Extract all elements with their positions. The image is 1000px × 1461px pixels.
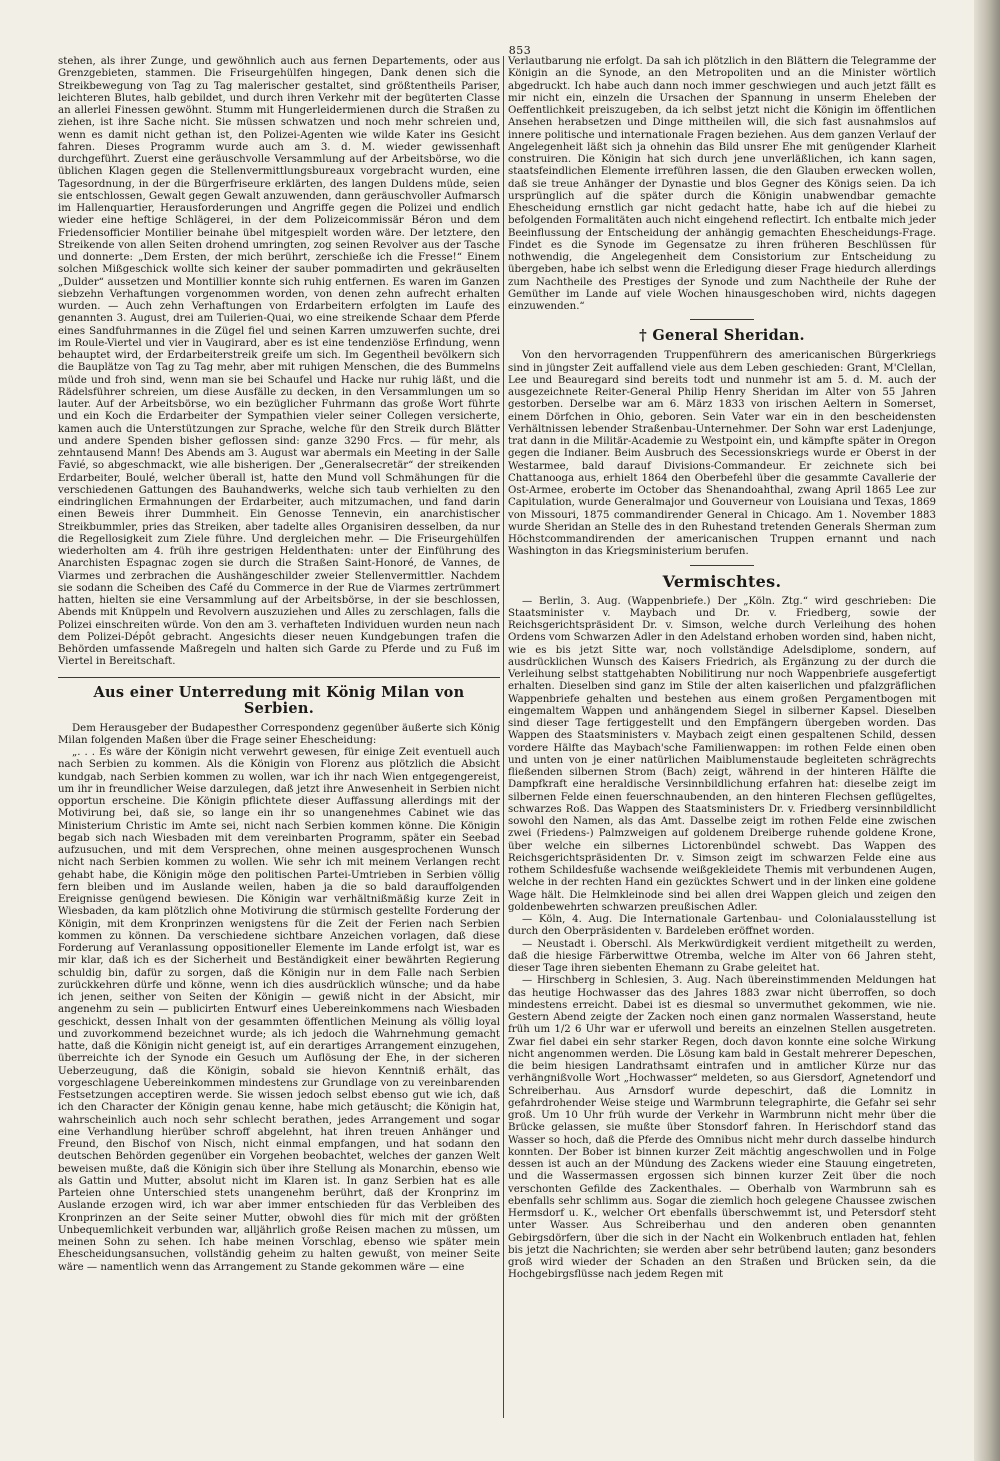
news-item-hirschberg: — Hirschberg in Schlesien, 3. Aug. Nach übereinstimmenden Meldungen hat das heutige Hochwasser das des Jahres 1883 zwar nicht überroffen, so doch mindestens erreicht. Dabei ist es diesmal so unvermuthet gekommen, wie nie. Gestern Abend zeigte der Zacken noch einen ganz normalen Wasserstand, heute früh um 1/2 6 Uhr war er uferwoll und bereits an einzelnen Stellen ausgetreten. Zwar fiel dabei ein sehr starker Regen, doch davon konnte eine solche Wirkung nicht angenommen werden. Die Lösung kam bald in Gestalt mehrerer Depeschen, die beim hiesigen Landrathsamt eintrafen und in amtlicher Kürze nur das verhängnißvolle Wort „Hochwasser“ meldeten, so aus Giersdorf, Agnetendorf und Schreiberhau. Aus Arnsdorf wurde depeschirt, daß die Lomnitz in gefahrdrohender Weise steige und Warmbrunn telegraphirte, die Gefahr sei sehr groß. Um 10 Uhr früh wurde der Verkehr in Warmbrunn nicht mehr über die Brücke gelassen, sie mußte über Stonsdorf fahren. In Herischdorf stand das Wasser so hoch, daß die Pferde des Omnibus nicht mehr durch dasselbe hindurch konnten. Der Bober ist binnen kurzer Zeit mächtig angeschwollen und in Folge dessen ist auch an der Mündung des Zackens wieder eine Stauung eingetreten, und die Wassermassen ergossen sich binnen kurzer Zeit über die noch verschonten Gefilde des Zackenthales. — Oberhalb von Warmbrunn sah es ebenfalls sehr schlimm aus. Sogar die ziemlich hoch gelegene Chaussee zwischen Hermsdorf u. K., welcher Ort ebenfalls überschwemmt ist, und Petersdorf steht unter Wasser. Aus Schreiberhau und den anderen oben genannten Gebirgsdörfern, über die sich in der Nacht ein Wolkenbruch entladen hat, fehlen bis jetzt die Nachrichten; sie werden aber sehr betrübend lauten; ganz besonders groß wird wieder der Schaden an den Straßen und Brücken sein, da die Hochgebirgsflüsse nach jedem Regen mit (508, 975, 936, 1281)
news-item-koeln: — Köln, 4. Aug. Die Internationale Gartenbau- und Colonialausstellung ist durch den Oberpräsidenten v. Bardeleben eröffnet worden. (508, 914, 936, 938)
section-heading-vermischtes: Vermischtes. (662, 571, 782, 591)
column-divider (503, 56, 504, 1418)
milan-quote-paragraph: „. . . Es wäre der Königin nicht verwehrt gewesen, für einige Zeit eventuell auch nach Serbien zu kommen. Als die Königin von Florenz aus plötzlich die Absicht kundgab, nach Serbien kommen zu wollen, war ich ihr nach Wien entgegengereist, um ihr in freundlicher Weise darzulegen, daß jetzt ihre Anwesenheit in Serbien nicht opportun erscheine. Die Königin pflichtete dieser Auffassung allerdings mit der Motivirung bei, daß sie, so lange ein ihr so unangenehmes Cabinet wie das Ministerium Christic im Amte sei, nicht nach Serbien kommen könne. Die Königin begab sich nach Wiesbaden mit dem vereinbarten Programm, später ein Seebad aufzusuchen, und mit dem Versprechen, ohne meinen ausgesprochenen Wunsch nicht nach Serbien kommen zu wollen. Wie sehr ich mit meinem Verlangen recht gehabt habe, die Königin möge den politischen Partei-Umtrieben in Serbien völlig fern bleiben und im Auslande weilen, haben ja die so bald darauffolgenden Ereignisse genügend bewiesen. Die Königin war verhältnißmäßig kurze Zeit in Wiesbaden, da kam plötzlich ohne Motivirung die stürmisch gestellte Forderung der Königin, mit dem Kronprinzen wenigstens für die Zeit der Ferien nach Serbien kommen zu können. Da verschiedene sichtbare Anzeichen vorlagen, daß diese Forderung auf Veranlassung oppositioneller Elemente im Lande erfolgt ist, war es mir klar, daß ich es der Sicherheit und Beständigkeit einer bewährten Regierung schuldig bin, dafür zu sorgen, daß die Königin nur in dem Falle nach Serbien zurückkehren dürfe und könne, wenn ich dies ausdrücklich wünsche; und da habe ich jenen, seither von Seiten der Königin — gewiß nicht in der Absicht, mir angenehm zu sein — publicirten Entwurf eines Uebereinkommens nach Wiesbaden geschickt, dessen Inhalt von der gesammten öffentlichen Meinung als völlig loyal und zuvorkommend bezeichnet wurde; als ich jedoch die Wahrnehmung gemacht hatte, daß die Königin nicht geneigt ist, auf ein derartiges Arrangement einzugehen, überreichte ich der Synode ein Gesuch um Auflösung der Ehe, in der sicheren Ueberzeugung, daß die Königin, sobald sie hievon Kenntniß erhält, das vorgeschlagene Uebereinkommen mindestens zur Grundlage von zu vereinbarenden Festsetzungen acceptiren werde. Sie wissen jedoch selbst ebenso gut wie ich, daß ich den Character der Königin genau kenne, habe mich getäuscht; die Königin hat, wahrscheinlich auch noch sehr schlecht berathen, jedes Arrangement und sogar eine Verhandlung hierüber schroff abgelehnt, hat ihren treuen Anhänger und Freund, den Bischof von Nisch, nicht einmal empfangen, und hat sodann den deutschen Behörden gegenüber ein Vorgehen beobachtet, welches der ganzen Welt beweisen mußte, daß die Königin sich über ihre Stellung als Monarchin, ebenso wie als Gattin und Mutter, absolut nicht im Klaren ist. In ganz Serbien hat es alle Parteien ohne Unterschied stets unangenehm berührt, daß der Kronprinz im Auslande erzogen wird, ich war aber immer entschieden für das Verbleiben des Kronprinzen an der Seite seiner Mutter, obwohl dies für mich mit der größten Unbequemlichkeit verbunden war, alljährlich große Reisen machen zu müssen, um meinen Sohn zu sehen. Ich habe meinen Vorschlag, ebenso wie später mein Ehescheidungsansuchen, vollständig geheim zu halten gewußt, von meiner Seite wäre — namentlich wenn das Arrangement zu Stande gekommen wäre — eine (58, 747, 500, 1273)
strike-report-paragraph: stehen, als ihrer Zunge, und gewöhnlich auch aus fernen Departements, oder aus Grenzgebieten, stammen. Die Friseurgehülfen hingegen, Dank denen sich die Streikbewegung von Tag zu Tag malerischer gestaltet, sind größtentheils Pariser, leichteren Blutes, halb gebildet, und durch ihren Verkehr mit der begüterten Classe an allerlei Finessen gewöhnt. Stumm mit Hungerleidermienen durch die Straßen zu ziehen, ist ihre Sache nicht. Sie müssen schwatzen und noch mehr schreien und, wenn es damit nicht gethan ist, den Polizei-Agenten wie wilde Kater ins Gesicht fahren. Dieses Programm wurde auch am 3. d. M. wieder gewissenhaft durchgeführt. Zuerst eine geräuschvolle Versammlung auf der Arbeitsbörse, wo die üblichen Klagen gegen die Stellenvermittlungsbureaux vorgebracht wurden, eine Tagesordnung, in der die Bürgerfriseure erklärten, des langen Duldens müde, seien sie entschlossen, Gewalt gegen Gewalt anzuwenden, dann geräuschvoller Aufmarsch im Hallenquartier, Herausforderungen und Angriffe gegen die Polizei und endlich wieder eine heftige Schlägerei, in der dem Polizeicommissär Béron und dem Friedensofficier Montilier beinahe übel mitgespielt worden wäre. Der letztere, den Streikende von allen Seiten drohend umringten, zog seinen Revolver aus der Tasche und donnerte: „Dem Ersten, der mich berührt, zerschieße ich die Fresse!“ Einem solchen Mißgeschick wollte sich keiner der sauber pommadirten und gekräuselten „Dulder“ aussetzen und Montillier konnte sich ruhig entfernen. Es waren im Ganzen siebzehn Verhaftungen vorgenommen worden, von denen zehn aufrecht erhalten wurden. — Auch zehn Verhaftungen von Erdarbeitern erfolgten im Laufe des genannten 3. August, drei am Tuilerien-Quai, wo eine streikende Schaar dem Pferde eines Sandfuhrmannes in die Zügel fiel und seinen Karren umzuwerfen suchte, drei im Roule-Viertel und vier in Vaugirard, aber es ist eine tendenziöse Erfindung, wenn behauptet wird, der Erdarbeiterstreik greife um sich. Im Gegentheil bevölkern sich die Bauplätze von Tag zu Tag mehr, aber mit ruhigen Menschen, die des Bummelns müde und froh sind, wenn man sie bei Schaufel und Hacke nur ruhig läßt, und die Rädelsführer schreien, um diese Ausfälle zu decken, in den Versammlungen um so lauter. Auf der Arbeitsbörse, wo ein bezüglicher Fuhrmann das große Wort führte und ein Koch die Erdarbeiter der Sympathien vieler seiner Collegen versicherte, kamen auch die Unterstützungen zur Sprache, welche für den Streik durch Blätter und andere Spenden bisher geflossen sind: ganze 3290 Frcs. — für mehr, als zehntausend Mann! Des Abends am 3. August war abermals ein Meeting in der Salle Favié, so abgeschmackt, wie alle bisherigen. Der „Generalsecretär“ der streikenden Erdarbeiter, Boulé, welcher überall ist, hatte den Mund voll Schmähungen für die verschiedenen Gattungen des Bauhandwerks, welche sich taub verhielten zu den eindringlichen Ermahnungen der Erdarbeiter, auch mitzumachen, und fand darin einen Beweis ihrer Dummheit. Ein Genosse Tennevin, ein anarchistischer Streikbummler, pries das Streiken, aber tadelte alles Organisiren desselben, da nur die Regellosigkeit zum Ziele führe. Und dergleichen mehr. — Die Friseurgehülfen wiederholten am 4. früh ihre gestrigen Heldenthaten: unter der Einführung des Anarchisten Espagnac zogen sie durch die Straßen Saint-Honoré, de Vannes, de Viarmes und zerbrachen die Aushängeschilder zweier Stellenvermittler. Nachdem sie sodann die Scheiben des Café du Commerce in der Rue de Viarmes zertrümmert hatten, hielten sie eine Versammlung auf der Arbeitsbörse, in der sie beschlossen, Abends mit Knüppeln und Revolvern auszuziehen und Alles zu zerschlagen, falls die Polizei einschreiten würde. Von den am 3. verhafteten Individuen wurden neun nach dem Polizei-Dépôt gebracht. Angesichts dieser neuen Kundgebungen trafen die Behörden umfassende Maßregeln und halten sich Garde zu Pferde und zu Fuß im Viertel in Bereitschaft. (58, 56, 500, 668)
article-heading-sheridan: † General Sheridan. (639, 327, 805, 345)
milan-quote-continuation: Verlautbarung nie erfolgt. Da sah ich plötzlich in den Blättern die Telegramme der Königin an die Synode, an den Metropoliten und an die Minister wörtlich abgedruckt. Ich habe auch dann noch immer geschwiegen und auch jetzt fällt es mir nicht ein, einzeln die Ursachen der Spannung in unserm Eheleben der Oeffentlichkeit preiszugeben, da ich selbst jetzt nicht die Königin im öffentlichen Ansehen herabsetzen und Dinge mittheilen will, die sich fast ausnahmslos auf innere politische und internationale Fragen beziehen. Aus dem ganzen Verlauf der Angelegenheit läßt sich ja ohnehin das Bild unsrer Ehe mit genügender Klarheit construiren. Die Königin hat sich durch jene unverläßlichen, ich kann sagen, staatsfeindlichen Elemente irreführen lassen, die den Glauben erwecken wollen, daß sie treue Anhänger der Dynastie und blos Gegner des Königs seien. Da ich ursprünglich auf die später durch die Königin unabwendbar gemachte Ehescheidung ernstlich gar nicht gedacht hatte, habe ich auf die hiebei zu befolgenden Formalitäten auch nicht eingehend reflectirt. Ich entbalte mich jeder Beeinflussung der Entscheidung der anhängig gemachten Ehescheidungs-Frage. Findet es die Synode im Gegensatze zu ihren früheren Beschlüssen für nothwendig, die Angelegenheit dem Consistorium zur Entscheidung zu übergeben, habe ich selbst wenn die Erledigung dieser Frage hiedurch allerdings zum Nachtheile des Prestiges der Synode und zum Nachtheile der Ruhe der Gemüther im Lande auf viele Wochen hinausgeschoben wird, nichts dagegen einzuwenden.“ (508, 56, 936, 312)
article-heading-milan: Aus einer Unterredung mit König Milan von Serbien. (93, 683, 465, 717)
milan-intro-paragraph: Dem Herausgeber der Budapesther Correspondenz gegenüber äußerte sich König Milan folgenden Maßen über die Frage seiner Ehescheidung: (58, 722, 500, 746)
news-item-neustadt: — Neustadt i. Oberschl. Als Merkwürdigkeit verdient mitgetheilt zu werden, daß die hiesige Färberwittwe Otremba, welche im Alter von 66 Jahren steht, dieser Tage ihren siebenten Ehemann zu Grabe geleitet hat. (508, 938, 936, 974)
page-number: 853 (508, 44, 532, 57)
sheridan-paragraph: Von den hervorragenden Truppenführern des americanischen Bürgerkriegs sind in jüngster Zeit auffallend viele aus dem Leben geschieden: Grant, M'Clellan, Lee und Beauregard sind bereits todt und nunmehr ist am 5. d. M. auch der ausgezeichnete Reiter-General Philip Henry Sheridan im Alter von 55 Jahren gestorben. Derselbe war am 6. März 1833 von irischen Aeltern in Somerset, einem Dörfchen in Ohio, geboren. Sein Vater war ein in den bescheidensten Verhältnissen lebender Straßenbau-Unternehmer. Der Sohn war erst Ladenjunge, trat dann in die Militär-Academie zu Westpoint ein, und kämpfte später in Oregon gegen die Indianer. Beim Ausbruch des Secessionskriegs wurde er Oberst in der Westarmee, bald darauf Divisions-Commandeur. Er zeichnete sich bei Chattanooga aus, erhielt 1864 den Oberbefehl über die gesammte Cavallerie der Ost-Armee, eroberte im October das Shenandoahthal, zwang April 1865 Lee zur Capitulation, wurde Generalmajor und Gouverneur von Louisiana und Texas, 1869 von Missouri, 1875 commandirender General in Chicago. Am 1. November 1883 wurde Sheridan an Stelle des in den Ruhestand tretenden Generals Sherman zum Höchstcommandirenden der americanischen Truppen ernannt und nach Washington in das Kriegsministerium berufen. (508, 350, 936, 558)
page-edge (974, 0, 1000, 1461)
left-column (58, 56, 500, 1424)
right-column (508, 56, 936, 1424)
news-item-berlin: — Berlin, 3. Aug. (Wappenbriefe.) Der „Köln. Ztg.“ wird geschrieben: Die Staatsminister v. Maybach und Dr. v. Friedberg, sowie der Reichsgerichtspräsident Dr. v. Simson, welche durch Verleihung des hohen Ordens vom Schwarzen Adler in den Adelstand erhoben worden sind, haben nicht, wie es bis jetzt Sitte war, noch vollständige Adelsdiplome, sondern, auf ausdrücklichen Wunsch des Kaisers Friedrich, als Ergänzung zu der durch die Verleihung selbst stattgehabten Nobilitirung nur noch Wappenbriefe ausgefertigt erhalten. Dieselben sind ganz im Stile der alten kaiserlichen und pfalzgräflichen Wappenbriefe gehalten und bestehen aus einem großen Pergamentbogen mit eingemaltem Wappen und anhängendem Siegel in silberner Kapsel. Dieselben sind dieser Tage fertiggestellt und den Empfängern übergeben worden. Das Wappen des Staatsministers v. Maybach zeigt einen gespaltenen Schild, dessen vordere Hälfte das Maybach'sche Familienwappen: im rothen Felde einen oben und unten von je einer natürlichen Maiblumenstaude begleiteten schrägrechts fließenden silbernen Strom (Bach) zeigt, während in der hinteren Hälfte die Dampfkraft eine heraldische Versinnbildlichung erfahren hat: dieselbe zeigt im silbernen Felde einen feuerschnaubenden, an den hinteren Flechsen geflügeltes, schwarzes Roß. Das Wappen des Staatsministers Dr. v. Friedberg versinnbildlicht sowohl den Namen, als das Amt. Dasselbe zeigt im rothen Felde eine zwischen zwei (Friedens-) Palmzweigen auf goldenem Dreiberge ruhende goldene Krone, über welche ein silbernes Lictorenbündel schwebt. Das Wappen des Reichsgerichtspräsidenten Dr. v. Simson zeigt im schwarzen Felde eine aus rothem Schildesfuße wachsende weißgekleidete Themis mit verbundenen Augen, welche in der rechten Hand ein gezücktes Schwert und in der linken eine goldene Wage hält. Die Helmkleinode sind bei allen drei Wappen gleich und zeigen den goldenbewehrten schwarzen preußischen Adler. (508, 595, 936, 913)
